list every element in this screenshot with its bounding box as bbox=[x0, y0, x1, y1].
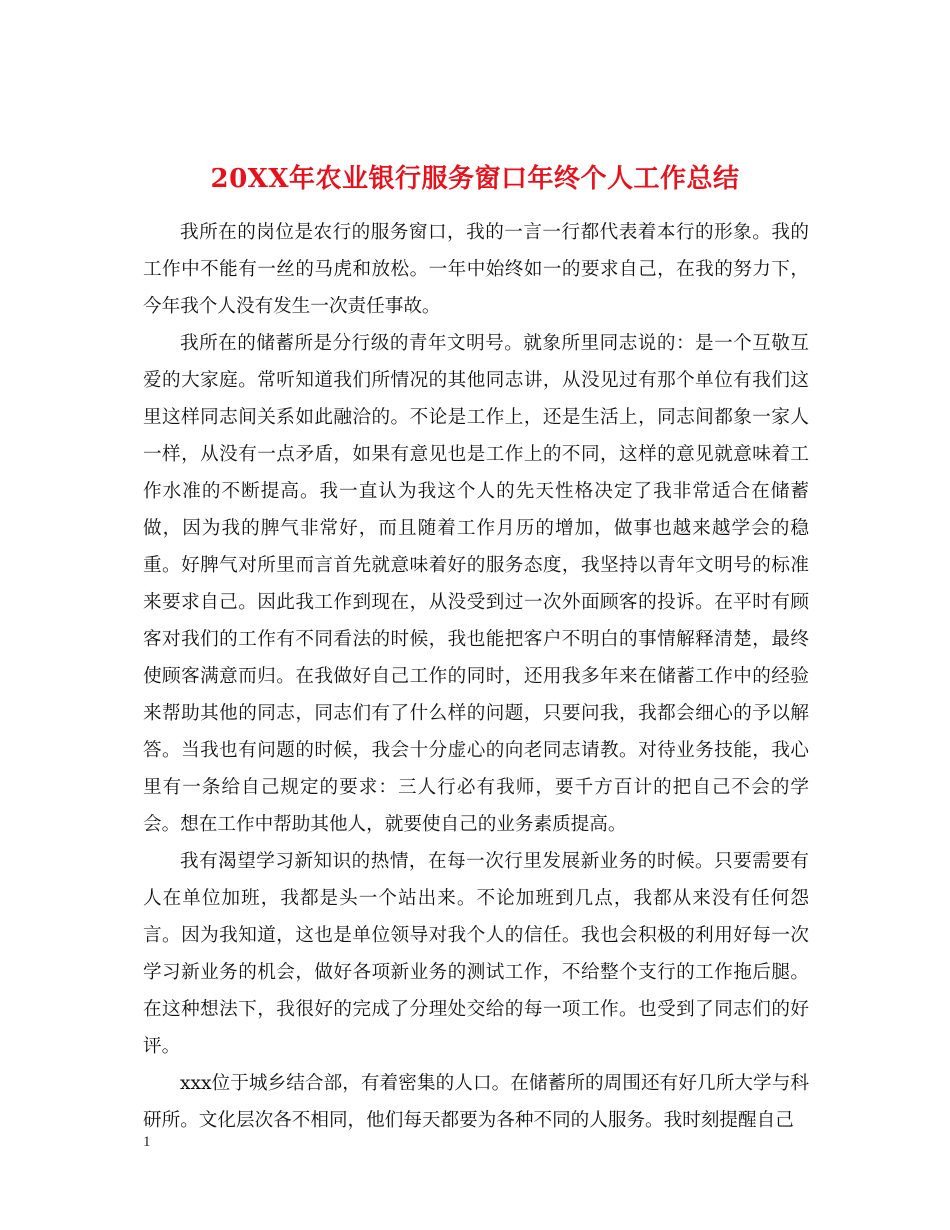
document-body bbox=[143, 214, 809, 1139]
page-number: 1 bbox=[143, 1134, 151, 1150]
paragraph-1: 我所在的岗位是农行的服务窗口，我的一言一行都代表着本行的形象。我的工作中不能有一丝的马虎和放松。一年中始终如一的要求自己，在我的努力下，今年我个人没有发生一次责任事故。 bbox=[143, 222, 809, 317]
paragraph-4: xxx位于城乡结合部，有着密集的人口。在储蓄所的周围还有好几所大学与科研所。文化层次各不相同，他们每天都要为各种不同的人服务。我时刻提醒自己 bbox=[143, 1073, 809, 1131]
document-title: 20XX年农业银行服务窗口年终个人工作总结 bbox=[210, 164, 740, 195]
paragraph-3: 我有渴望学习新知识的热情，在每一次行里发展新业务的时候。只要需要有人在单位加班，我都是头一个站出来。不论加班到几点，我都从来没有任何怨言。因为我知道，这也是单位领导对我个人的信任。我也会积极的利用好每一次学习新业务的机会，做好各项新业务的测试工作，不给整个支行的工作拖后腿。在这种想法下，我很好的完成了分理处交给的每一项工作。也受到了同志们的好评。 bbox=[143, 851, 809, 1057]
paragraph-2: 我所在的储蓄所是分行级的青年文明号。就象所里同志说的：是一个互敬互爱的大家庭。常听知道我们所情况的其他同志讲，从没见过有那个单位有我们这里这样同志间关系如此融洽的。不论是工作上，还是生活上，同志间都象一家人一样，从没有一点矛盾，如果有意见也是工作上的不同，这样的意见就意味着工作水准的不断提高。我一直认为我这个人的先天性格决定了我非常适合在储蓄做，因为我的脾气非常好，而且随着工作月历的增加，做事也越来越学会的稳重。好脾气对所里而言首先就意味着好的服务态度，我坚持以青年文明号的标准来要求自己。因此我工作到现在，从没受到过一次外面顾客的投诉。在平时有顾客对我们的工作有不同看法的时候，我也能把客户不明白的事情解释清楚，最终使顾客满意而归。在我做好自己工作的同时，还用我多年来在储蓄工作中的经验来帮助其他的同志，同志们有了什么样的问题，只要问我，我都会细心的予以解答。当我也有问题的时候，我会十分虚心的向老同志请教。对待业务技能，我心里有一条给自己规定的要求：三人行必有我师，要千方百计的把自己不会的学会。想在工作中帮助其他人，就要使自己的业务素质提高。 bbox=[143, 333, 809, 835]
